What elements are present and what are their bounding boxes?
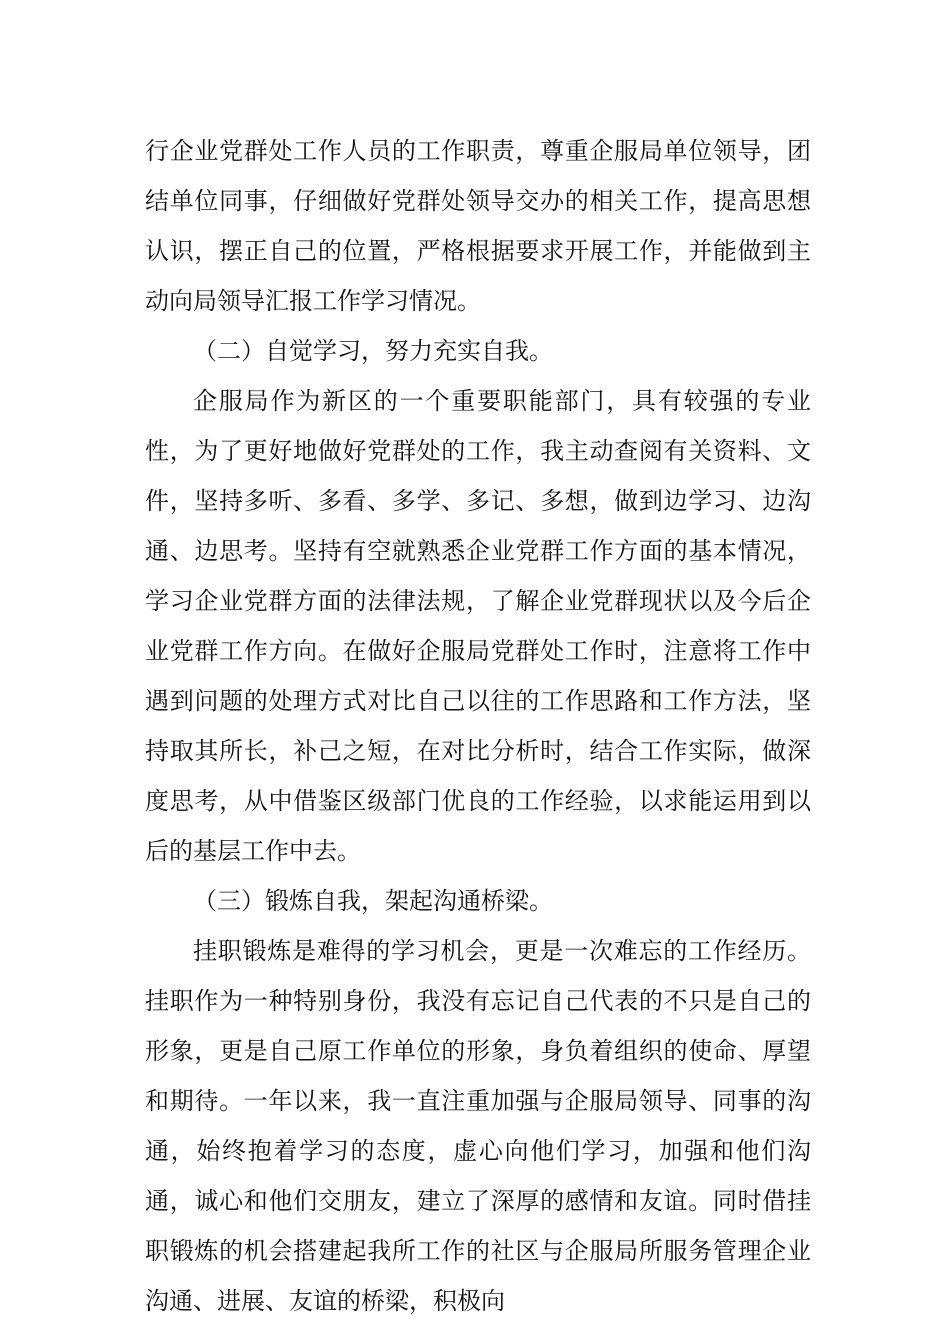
document-body: [145, 126, 811, 1326]
paragraph-continuation: 行企业党群处工作人员的工作职责，尊重企服局单位领导，团结单位同事，仔细做好党群处领导交办的相关工作，提高思想认识，摆正自己的位置，严格根据要求开展工作，并能做到主动向局领导汇报工作学习情况。: [145, 137, 811, 315]
section-heading-3: （三）锻炼自我，架起沟通桥梁。: [193, 887, 553, 915]
paragraph-communication: 挂职锻炼是难得的学习机会，更是一次难忘的工作经历。挂职作为一种特别身份，我没有忘记自己代表的不只是自己的形象，更是自己原工作单位的形象，身负着组织的使命、厚望和期待。一年以来，我一直注重加强与企服局领导、同事的沟通，始终抱着学习的态度，虚心向他们学习，加强和他们沟通，诚心和他们交朋友，建立了深厚的感情和友谊。同时借挂职锻炼的机会搭建起我所工作的社区与企服局所服务管理企业沟通、进展、友谊的桥梁，积极向: [145, 937, 811, 1315]
paragraph-self-study: 企服局作为新区的一个重要职能部门，具有较强的专业性，为了更好地做好党群处的工作，我主动查阅有关资料、文件，坚持多听、多看、多学、多记、多想，做到边学习、边沟通、边思考。坚持有空就熟悉企业党群工作方面的基本情况，学习企业党群方面的法律法规，了解企业党群现状以及今后企业党群工作方向。在做好企服局党群处工作时，注意将工作中遇到问题的处理方式对比自己以往的工作思路和工作方法，坚持取其所长，补己之短，在对比分析时，结合工作实际，做深度思考，从中借鉴区级部门优良的工作经验，以求能运用到以后的基层工作中去。: [145, 387, 811, 865]
section-heading-2: （二）自觉学习，努力充实自我。: [193, 337, 553, 365]
